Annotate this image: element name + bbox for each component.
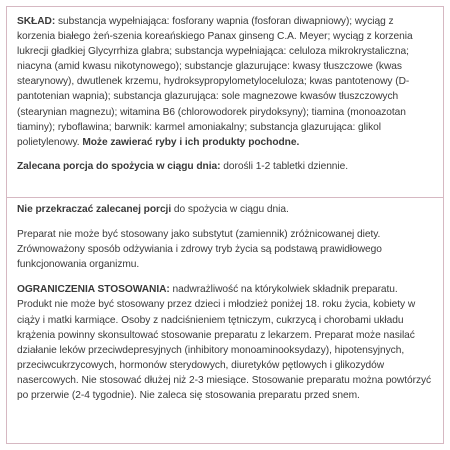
dosage-label: Zalecana porcja do spożycia w ciągu dnia: (17, 160, 221, 172)
composition-paragraph (17, 14, 433, 150)
usage-section (7, 198, 443, 403)
composition-label: SKŁAD: (17, 16, 56, 27)
dosage-text: dorośli 1-2 tabletki dziennie. (220, 160, 349, 172)
composition-section (7, 7, 443, 197)
diet-note-paragraph: Preparat nie może być stosowany jako substytut (zamiennik) zróżnicowanej diety. Zrównoważony sposób odżywiania i zdrowy tryb życia są podstawą prawidłowego funkcjonowania organizmu. (17, 229, 382, 271)
composition-text: substancja wypełniająca: fosforany wapnia (fosforan diwapniowy); wyciąg z korzenia białego żeń-szenia koreańskiego Panax ginseng C.A. Meyer; wyciąg z korzenia lukrecji gładkiej Glycyrrhiza glabra; substancja wypełniająca: celuloza mikrokrystaliczna; niacyna (amid kwasu nikotynowego); substancje glazurujące: kwasy tłuszczowe (kwas stearynowy), dwutlenek krzemu, hydroksypropylometyloceluloza; kwas pantotenowy (D-pantotenian wapnia); substancja glazurująca: sole magnezowe kwasów tłuszczowych (stearynian magnezu); witamina B6 (chlorowodorek pirydoksyny); tiamina (monoazotan tiaminy); ryboflawina; barwnik: karmel amoniakalny; substancja glazurująca: glikol polietylenowy. (17, 16, 413, 148)
restrictions-text: nadwrażliwość na którykolwiek składnik preparatu. Produkt nie może być stosowany przez dzieci i młodzież poniżej 18. roku życia, kobiety w ciąży i matki karmiące. Osoby z nadciśnieniem tętniczym, cukrzycą i chorobami układu krążenia powinny skonsultować stosowanie preparatu z lekarzem. Preparat może nasilać działanie leków przeciwdepresyjnych (inhibitory monoaminooksydazy), hipotensyjnych, przeciwcukrzycowych, hormonów sterydowych, diuretyków pętlowych i glikozydów nasercowych. Nie stosować dłużej niż 2-3 miesiące. Stosowanie preparatu można powtórzyć po przerwie (2-4 tygodnie). Nie zaleca się stosowania preparatu przed snem. (17, 284, 432, 402)
warning-paragraph (17, 202, 433, 217)
restrictions-label: OGRANICZENIA STOSOWANIA: (17, 284, 170, 296)
dosage-paragraph (17, 159, 433, 174)
warning-label: Nie przekraczać zalecanej porcji (17, 204, 172, 215)
allergen-note: Może zawierać ryby i ich produkty pochodne. (82, 136, 300, 148)
warning-text: do spożycia w ciągu dnia. (171, 204, 289, 215)
label-panel (6, 6, 444, 444)
restrictions-paragraph (17, 282, 433, 403)
